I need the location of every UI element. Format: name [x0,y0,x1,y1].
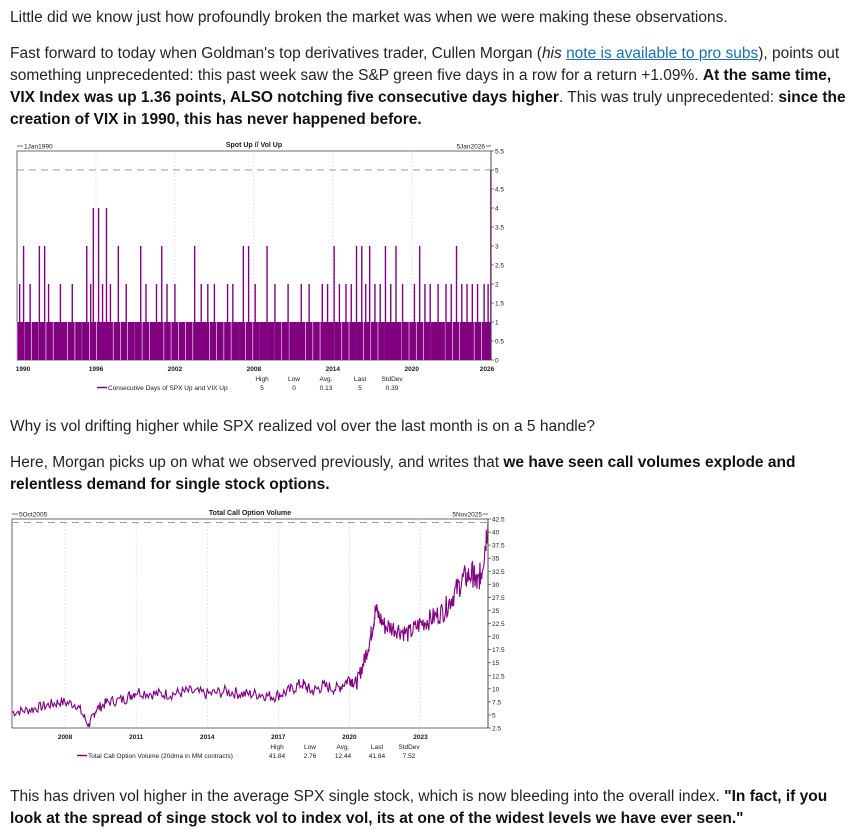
x-tick-label: 2011 [129,734,144,741]
chart-title: Spot Up // Vol Up [225,142,283,149]
y-tick-label: 15 [492,660,500,668]
y-tick-label: 0 [495,357,499,365]
y-tick-label: 4 [495,205,499,213]
p2-text-b: ), points out something unprecedented: this past week saw the S&P green five days in a row for a return +1.09%. [10,45,840,84]
p2-italic-his: his [541,45,567,62]
stats-header-low: Low [304,744,316,751]
stats-value-avg: 0.13 [319,385,333,392]
y-tick-label: 17.5 [492,647,505,655]
x-tick-label: 2017 [271,734,286,741]
stats-value-last: 41.84 [368,753,386,760]
y-tick-label: 5 [495,167,499,175]
plot-frame [12,519,488,728]
end-label: 5Nov2025 [452,511,482,519]
y-tick-label: 37.5 [492,542,505,550]
x-tick-label: 2014 [199,734,215,741]
y-tick-label: 3.5 [495,224,505,232]
paragraph-call-volumes [10,452,848,496]
y-tick-label: 2 [495,281,499,289]
y-tick-label: 1 [495,319,499,327]
stats-value-stddev: 0.39 [385,385,399,392]
p2-bold-vix: At the same time, VIX Index was up 1.36 points, ALSO notching five consecutive days higher [10,67,832,106]
stats-header-stddev: StdDev [398,744,420,751]
y-tick-label: 27.5 [492,594,505,602]
paragraph-single-stock-vol [10,786,848,830]
y-tick-label: 25 [492,607,500,615]
stats-header-high: High [270,744,284,751]
pro-subs-link[interactable]: note is available to pro subs [566,45,759,62]
stats-value-high: 5 [260,385,264,392]
chart-title: Total Call Option Volume [208,510,292,517]
y-tick-label: 30 [492,581,500,589]
start-label: 5Oct2005 [19,511,48,519]
y-tick-label: 20 [492,634,500,642]
start-label: 1Jan1990 [24,143,53,151]
stats-value-low: 0 [292,385,296,392]
p4-text-a: Here, Morgan picks up on what we observed previously, and writes that [10,454,504,471]
spot-up-vol-up-chart [0,140,860,402]
paragraph-unprecedented [10,43,848,131]
y-tick-label: 0.5 [495,338,505,346]
x-tick-label: 2020 [342,734,357,741]
x-tick-label: 2023 [413,734,428,741]
p5-text-a: This has driven vol higher in the average SPX single stock, which is now bleeding into the overall index. [10,788,725,805]
stats-value-avg: 12.44 [334,753,352,760]
y-tick-label: 7.5 [492,699,502,707]
stats-header-last: Last [353,376,367,383]
stats-value-stddev: 7.52 [402,753,416,760]
stats-header-low: Low [288,376,300,383]
stats-header-high: High [255,376,269,383]
x-tick-label: 1990 [15,366,31,373]
end-label: 5Jan2026 [456,143,485,151]
stats-header-avg: Avg. [319,376,333,383]
stats-header-avg: Avg. [336,744,350,751]
legend-label: Total Call Option Volume (20dma in MM contracts) [88,753,233,760]
y-tick-label: 5 [492,712,496,720]
y-tick-label: 2.5 [492,725,502,733]
paragraph-intro: Little did we know just how profoundly broken the market was when we were making these observations. [10,9,728,26]
legend-label: Consecutive Days of SPX Up and VIX Up [108,385,228,392]
p2-text-a: Fast forward to today when Goldman's top derivatives trader, Cullen Morgan ( [10,45,542,62]
y-tick-label: 4.5 [495,186,505,194]
paragraph-question: Why is vol drifting higher while SPX realized vol over the last month is on a 5 handle? [10,418,595,435]
x-tick-label: 2014 [325,366,341,373]
stats-header-last: Last [370,744,384,751]
y-tick-label: 42.5 [492,516,505,524]
y-tick-label: 40 [492,529,500,537]
x-tick-label: 2020 [404,366,420,373]
x-tick-label: 2002 [167,366,183,373]
x-tick-label: 2008 [246,366,262,373]
stats-value-high: 41.84 [268,753,286,760]
y-tick-label: 32.5 [492,568,505,576]
y-tick-label: 12.5 [492,673,505,681]
x-tick-label: 2008 [57,734,73,741]
stats-header-stddev: StdDev [381,376,403,383]
p2-text-c: . This was truly unprecedented: [558,89,779,106]
y-tick-label: 10 [492,686,500,694]
stats-value-last: 5 [358,385,362,392]
total-call-option-volume-chart [0,508,860,770]
p5-bold: "In fact, if you look at the spread of singe stock vol to index vol, its at one of the widest levels we have ever seen." [10,788,828,827]
p4-bold: we have seen call volumes explode and relentless demand for single stock options. [10,454,796,493]
y-tick-label: 5.5 [495,148,505,156]
y-tick-label: 22.5 [492,621,505,628]
y-tick-label: 2.5 [495,262,505,270]
x-tick-label: 2026 [479,366,495,373]
y-tick-label: 35 [492,555,500,563]
p2-bold-never: since the creation of VIX in 1990, this has never happened before. [10,89,846,128]
y-tick-label: 1.5 [495,300,505,308]
y-tick-label: 3 [495,243,499,251]
stats-value-low: 2.76 [303,753,317,760]
x-tick-label: 1996 [88,366,104,373]
